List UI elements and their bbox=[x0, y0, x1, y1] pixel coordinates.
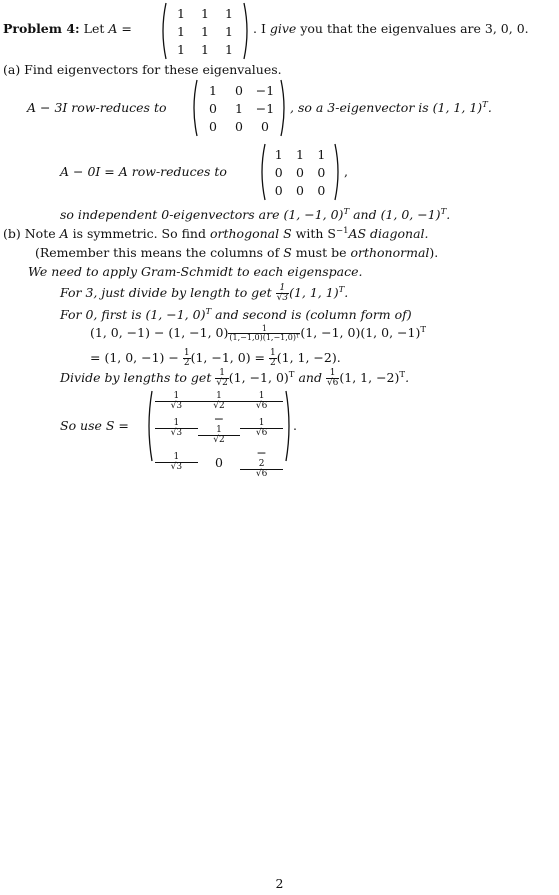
cell-fraction: 1 √6 bbox=[240, 419, 283, 438]
given-text-2: you that the eigenvalues are 3, 0, 0. bbox=[300, 21, 529, 36]
matrix-cell: 1 bbox=[209, 82, 217, 98]
part-a-line2-left: A − 0I = A row-reduces to bbox=[60, 164, 227, 179]
transpose-sup: T bbox=[482, 100, 488, 110]
matrix-cell: 1 bbox=[201, 5, 209, 21]
matrix-cell: 0 bbox=[274, 182, 283, 198]
matrix-cell: 0 bbox=[209, 100, 217, 116]
fraction-1-over-sqrt3: $\frac{1}{√3}$ bbox=[276, 283, 289, 303]
remember-text: (Remember this means the columns of bbox=[35, 245, 280, 260]
sign: − bbox=[213, 411, 225, 426]
left-paren bbox=[258, 143, 266, 201]
divide-lengths-text: Divide by lengths to get bbox=[60, 370, 212, 385]
var-S: S bbox=[283, 245, 292, 260]
transpose-sup: T bbox=[420, 325, 426, 335]
problem-heading: Problem 4: bbox=[3, 21, 80, 36]
eigvec-3-text: , so a 3-eigenvector is (1, 1, 1) bbox=[290, 100, 483, 116]
right-paren bbox=[334, 143, 342, 201]
transpose-sup: T bbox=[440, 207, 447, 217]
result-expr-a: = (1, 0, −1) − bbox=[90, 350, 179, 365]
matrix-grid bbox=[200, 81, 278, 135]
cell-fraction: 1 √3 bbox=[155, 453, 198, 472]
period: . bbox=[344, 285, 349, 300]
let-text: Let bbox=[83, 21, 105, 36]
matrix-A bbox=[159, 2, 251, 60]
matrix-cell bbox=[155, 419, 198, 438]
given-text-1: . I bbox=[253, 21, 266, 36]
eigvec-0-text-a: so independent 0-eigenvectors are (1, −1, 0) bbox=[60, 207, 344, 223]
matrix-cell: 1 bbox=[201, 41, 209, 57]
matrix-grid bbox=[155, 391, 283, 479]
page-number: 2 bbox=[275, 876, 284, 891]
matrix-cell bbox=[198, 392, 241, 411]
matrix-cell: −1 bbox=[255, 100, 275, 116]
matrix-cell: 1 bbox=[177, 5, 185, 21]
matrix-cell: 0 bbox=[317, 182, 326, 198]
transpose-sup: T bbox=[399, 369, 406, 380]
part-b-line8 bbox=[60, 369, 409, 388]
gram-schmidt-expr-b: (1, −1, 0)(1, 0, −1) bbox=[300, 325, 421, 341]
result-expr-c: (1, 1, −2). bbox=[276, 350, 341, 365]
matrix-cell: 0 bbox=[209, 118, 217, 134]
part-b-line3: We need to apply Gram-Schmidt to each eigenspace. bbox=[28, 264, 363, 279]
cell-fraction: 1 √3 bbox=[155, 419, 198, 438]
problem-heading-line bbox=[3, 21, 132, 36]
inverse-sup: −1 bbox=[335, 226, 349, 236]
part-b-line6 bbox=[90, 325, 426, 342]
matrix-reduced-0 bbox=[258, 143, 342, 201]
matrix-cell: 0 bbox=[317, 164, 326, 180]
matrix-cell: 1 bbox=[274, 146, 283, 162]
right-paren bbox=[285, 390, 293, 462]
matrix-cell: −1 bbox=[255, 82, 275, 98]
with-S-text: with S bbox=[295, 226, 336, 242]
orthogonal-S: orthogonal S bbox=[209, 226, 292, 242]
matrix-cell: 1 bbox=[201, 23, 209, 39]
given-text bbox=[253, 21, 529, 36]
orthonormal-text: orthonormal bbox=[350, 245, 430, 260]
matrix-grid bbox=[169, 4, 241, 58]
matrix-cell: 0 bbox=[296, 164, 304, 180]
fraction-half: $\frac{1}{2}$ bbox=[183, 348, 190, 368]
vector-111: (1, 1, 1) bbox=[289, 285, 339, 300]
part-a-label: (a) Find eigenvectors for these eigenvalues. bbox=[3, 62, 282, 77]
matrix-S-period: . bbox=[293, 418, 297, 433]
left-paren bbox=[145, 390, 153, 462]
vector-1m10: (1, −1, 0) bbox=[228, 370, 289, 385]
part-a-line1-left: A − 3I row-reduces to bbox=[27, 100, 167, 115]
matrix-cell: 1 bbox=[177, 23, 185, 39]
period: . bbox=[487, 100, 492, 116]
cell-fraction: 1 √3 bbox=[155, 392, 198, 411]
second-vector-text: and second is (column form of) bbox=[215, 307, 412, 323]
AS-diagonal-text: AS diagonal. bbox=[348, 226, 429, 242]
note-text: (b) Note bbox=[3, 226, 56, 242]
part-b-line4 bbox=[60, 284, 348, 303]
cell-fraction: 1 √6 bbox=[240, 392, 283, 411]
transpose-sup: T bbox=[288, 369, 295, 380]
cell-value: 0 bbox=[215, 454, 223, 470]
part-b-line2 bbox=[35, 245, 438, 260]
matrix-cell bbox=[198, 455, 241, 470]
part-b-line1 bbox=[3, 226, 429, 241]
cell-fraction: 1 √2 bbox=[198, 426, 241, 445]
projection-fraction: $\frac{1}{\text{(1,−1,0)(1,−1,0)ᵀ}}$ bbox=[229, 324, 300, 343]
matrix-cell: 1 bbox=[296, 146, 304, 162]
period: . bbox=[405, 370, 410, 385]
matrix-S bbox=[145, 390, 293, 479]
left-paren bbox=[190, 79, 198, 137]
part-b-line9: So use S = bbox=[60, 418, 129, 433]
result-expr-b: (1, −1, 0) = bbox=[190, 350, 266, 365]
cell-fraction: 1 √2 bbox=[198, 392, 241, 411]
symmetric-text: is symmetric. So find bbox=[72, 226, 206, 242]
must-be-text: must be bbox=[295, 245, 347, 260]
part-b-line7 bbox=[90, 349, 341, 368]
given-word: give bbox=[269, 21, 297, 36]
matrix-cell bbox=[155, 453, 198, 472]
part-b-line5 bbox=[60, 307, 412, 322]
transpose-sup: T bbox=[338, 284, 345, 295]
cell-fraction: 2 √6 bbox=[240, 460, 283, 479]
sign: − bbox=[256, 445, 267, 460]
right-paren bbox=[243, 2, 251, 60]
matrix-cell: 0 bbox=[235, 118, 243, 134]
first-vector-text: For 0, first is (1, −1, 0) bbox=[60, 307, 206, 323]
matrix-cell: 0 bbox=[296, 182, 304, 198]
fraction-1-over-sqrt2: $\frac{1}{√2}$ bbox=[216, 368, 228, 388]
part-a-line2-right: , bbox=[344, 164, 348, 179]
matrix-grid bbox=[268, 145, 332, 199]
and-text: and bbox=[298, 370, 322, 385]
part-a-line1-right bbox=[290, 100, 492, 115]
matrix-cell bbox=[240, 445, 283, 479]
var-A: A bbox=[59, 226, 69, 242]
transpose-sup: T bbox=[343, 207, 350, 217]
fraction-half-2: $\frac{1}{2}$ bbox=[270, 348, 276, 368]
period: . bbox=[446, 207, 451, 223]
part-a-line3 bbox=[60, 207, 450, 222]
matrix-cell: 1 bbox=[177, 41, 185, 57]
gram-schmidt-expr-a: (1, 0, −1) − (1, −1, 0) bbox=[90, 325, 229, 341]
matrix-cell bbox=[240, 392, 283, 411]
left-paren bbox=[159, 2, 167, 60]
matrix-cell: 1 bbox=[225, 23, 233, 39]
matrix-cell: 0 bbox=[261, 118, 269, 134]
matrix-cell: 0 bbox=[235, 82, 243, 98]
matrix-cell bbox=[155, 392, 198, 411]
eigvec-0-text-b: and (1, 0, −1) bbox=[353, 207, 441, 223]
matrix-cell: 1 bbox=[225, 5, 233, 21]
matrix-A-label: A = bbox=[108, 21, 132, 36]
transpose-sup: T bbox=[205, 307, 212, 317]
matrix-cell: 1 bbox=[225, 41, 233, 57]
matrix-cell: 1 bbox=[317, 146, 326, 162]
matrix-reduced-3 bbox=[190, 79, 288, 137]
right-paren bbox=[280, 79, 288, 137]
matrix-cell: 1 bbox=[235, 100, 243, 116]
divide-length-text: For 3, just divide by length to get bbox=[60, 285, 272, 300]
matrix-cell bbox=[240, 419, 283, 438]
matrix-cell: 0 bbox=[274, 164, 283, 180]
vector-11m2: (1, 1, −2) bbox=[339, 370, 400, 385]
closing-paren: ). bbox=[429, 245, 439, 260]
fraction-1-over-sqrt6: $\frac{1}{√6}$ bbox=[326, 368, 339, 388]
matrix-cell bbox=[198, 411, 241, 445]
